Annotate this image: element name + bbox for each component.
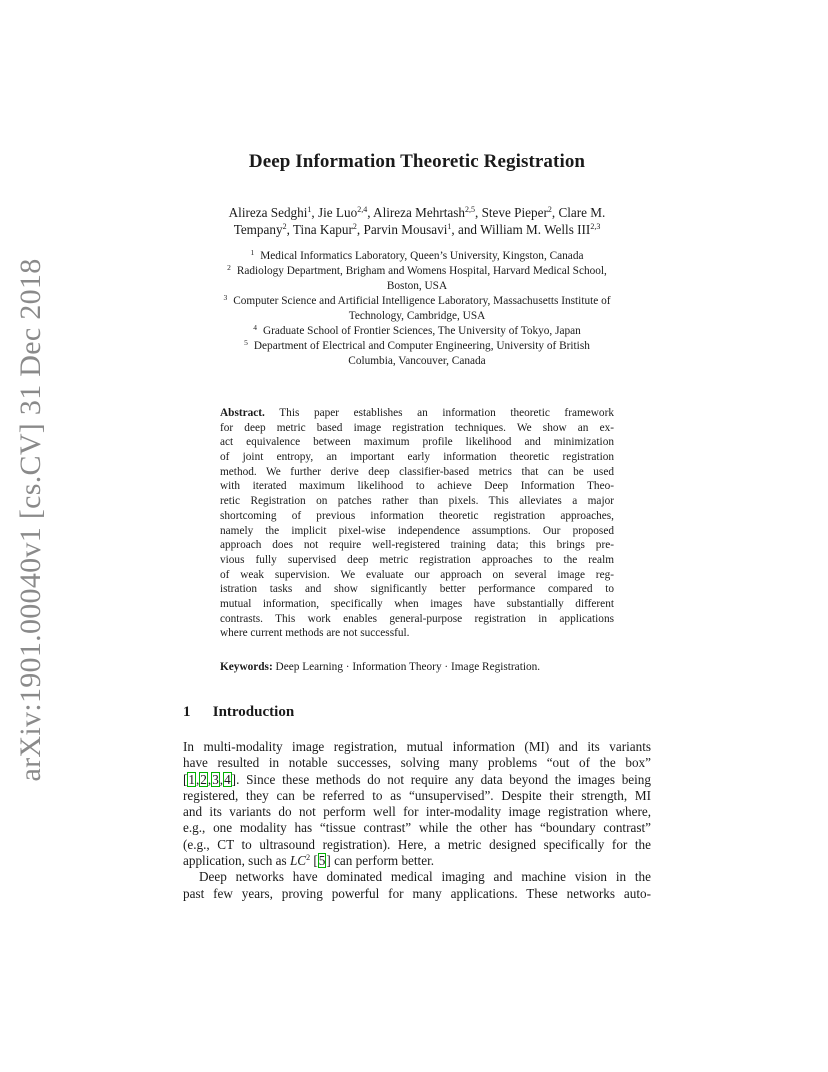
abstract-text: act equivalence between maximum profile likelihood and minimization [220,436,614,449]
author-name: , Steve Pieper [474,205,548,220]
author-affiliation-marker: 2 [547,205,552,214]
abstract-line [220,612,614,627]
abstract [220,406,614,641]
author-line-1 [183,204,651,221]
affiliation-text: Columbia, Vancouver, Canada [348,355,486,367]
citation-link: 5 [318,853,326,869]
affiliation-marker: 3 [223,293,228,302]
affiliation-line [183,249,651,264]
citation-link: 4 [224,771,231,787]
author-affiliation-marker: 2,5 [464,205,475,214]
abstract-text: retic Registration on patches rather than pixels. This alleviates a major [220,495,614,508]
author-list [183,204,651,238]
abstract-line [220,479,614,494]
author-affiliation-marker: 1 [447,222,452,231]
citation-link: 2 [200,771,207,787]
section-title: Introduction [212,704,295,720]
abstract-line [220,626,614,641]
affiliation-line [183,264,651,279]
abstract-text: of joint entropy, an important early information theoretic registration [220,451,614,464]
keywords-label: Keywords: [220,661,273,673]
math-symbol: LC [289,853,307,869]
affiliation-line [183,309,651,324]
affiliation-text: Graduate School of Frontier Sciences, The University of Tokyo, Japan [262,325,581,337]
author-line-2 [183,221,651,238]
citation-link: 1 [188,771,195,787]
citation-group [318,853,327,868]
affiliation-text: Department of Electrical and Computer Engineering, University of British [253,340,590,352]
affiliation-line [183,339,651,354]
body-line: In multi-modality image registration, mutual information (MI) and its variants [183,739,651,754]
body-line: Deep networks have dominated medical imaging and machine vision in the [199,869,651,885]
body-line: (e.g., CT to ultrasound registration). Here, a metric designed specifically for the [183,836,651,852]
author-name: , Jie Luo [311,205,358,220]
abstract-text: This paper establishes an information theoretic framework [279,407,614,419]
body-line: application, such as $LC^2$ [5] can perform better. [183,853,435,869]
abstract-text: for deep metric based image registration techniques. We show an ex- [220,421,614,434]
affiliation-text: Computer Science and Artificial Intelligence Laboratory, Massachusetts Institute of [233,295,611,307]
author-name: , Alireza Mehrtash [367,205,465,220]
abstract-line [220,450,614,465]
author-name: , Tina Kapur [286,222,353,237]
body-line: have resulted in notable successes, solving many problems “out of the box” [183,755,651,771]
abstract-line [220,568,614,583]
body-text [183,739,651,902]
abstract-text: approach does not require well-registered training data; this brings pre- [220,539,614,552]
affiliation-line [183,324,651,339]
affiliation-line [183,279,651,294]
abstract-text: vious fully supervised deep metric registration approaches to the realm [220,553,614,566]
abstract-line [220,465,614,480]
abstract-line [220,582,614,597]
affiliation-text: Technology, Cambridge, USA [348,310,486,322]
affiliation-line [183,354,651,369]
body-line: [1,2,3,4]. Since these methods do not require any data beyond the images being [183,771,651,787]
author-name: Alireza Sedghi [228,205,308,220]
abstract-text: istration tasks and show significantly better performance compared to [220,583,614,596]
math-superscript: 2 [306,853,311,863]
abstract-text: of weak supervision. We evaluate our approach on several image reg- [220,568,614,581]
affiliation-marker: 2 [227,263,231,272]
paper-title: Deep Information Theoretic Registration [248,151,586,172]
body-line: registered, they can be referred to as “unsupervised”. Despite their strength, MI [183,787,651,803]
abstract-text: method. We further derive deep classifier-based metrics that can be used [220,465,614,478]
abstract-line [220,538,614,553]
abstract-line [220,597,614,612]
author-name: , and William M. Wells III [451,222,591,237]
keywords-text: Deep Learning · Information Theory · Image Registration. [275,661,541,673]
section-heading [183,704,294,721]
body-line: and its variants do not perform well for inter-modality image registration where, [183,804,651,820]
abstract-text: namely the implicit pixel-wise independence assumptions. Our proposed [220,524,614,537]
abstract-line [220,524,614,539]
body-line: e.g., one modality has “tissue contrast” while the other has “boundary contrast” [183,820,651,836]
author-name: , Clare M. [551,205,606,220]
author-affiliation-marker: 2 [352,222,357,231]
arxiv-identifier-stamp: arXiv:1901.00040v1 [cs.CV] 31 Dec 2018 [14,258,47,782]
abstract-text: with iterated maximum likelihood to achieve Deep Information Theo- [220,480,614,493]
section-number: 1 [183,704,191,720]
keywords [220,661,614,673]
abstract-text: contrasts. This work enables general-purpose registration in applications [220,612,614,625]
affiliation-marker: 1 [250,248,255,257]
affiliation-text: Radiology Department, Brigham and Womens Hospital, Harvard Medical School, [236,265,607,277]
affiliation-marker: 4 [253,323,257,332]
body-text-segment: application, such as [183,853,290,869]
abstract-text: mutual information, specifically when images have substantially different [220,597,614,610]
abstract-line [220,406,614,421]
affiliation-line [183,294,651,309]
abstract-line [220,435,614,450]
abstract-line [220,421,614,436]
abstract-text: shortcoming of previous information theoretic registration approaches, [220,509,614,522]
author-affiliation-marker: 2,3 [590,222,601,231]
affiliation-list [183,249,651,369]
author-affiliation-marker: 2,4 [357,205,368,214]
body-text-segment: can perform better. [330,853,435,869]
author-name: , Parvin Mousavi [356,222,448,237]
abstract-text: where current methods are not successful. [220,627,410,640]
abstract-line [220,494,614,509]
citation-group: 1,2,3,4 [188,771,231,787]
affiliation-text: Medical Informatics Laboratory, Queen’s University, Kingston, Canada [260,250,584,262]
body-text-segment: . Since these methods do not require any data beyond the images being [236,771,651,787]
citation-link: 3 [212,771,219,787]
author-affiliation-marker: 1 [307,205,312,214]
abstract-line [220,509,614,524]
affiliation-text: Boston, USA [386,280,448,292]
abstract-label: Abstract. [220,407,265,419]
author-affiliation-marker: 2 [282,222,287,231]
author-name: Tempany [233,222,283,237]
body-line: past few years, proving powerful for many applications. These networks auto- [183,885,651,901]
affiliation-marker: 5 [244,338,248,347]
abstract-line [220,553,614,568]
